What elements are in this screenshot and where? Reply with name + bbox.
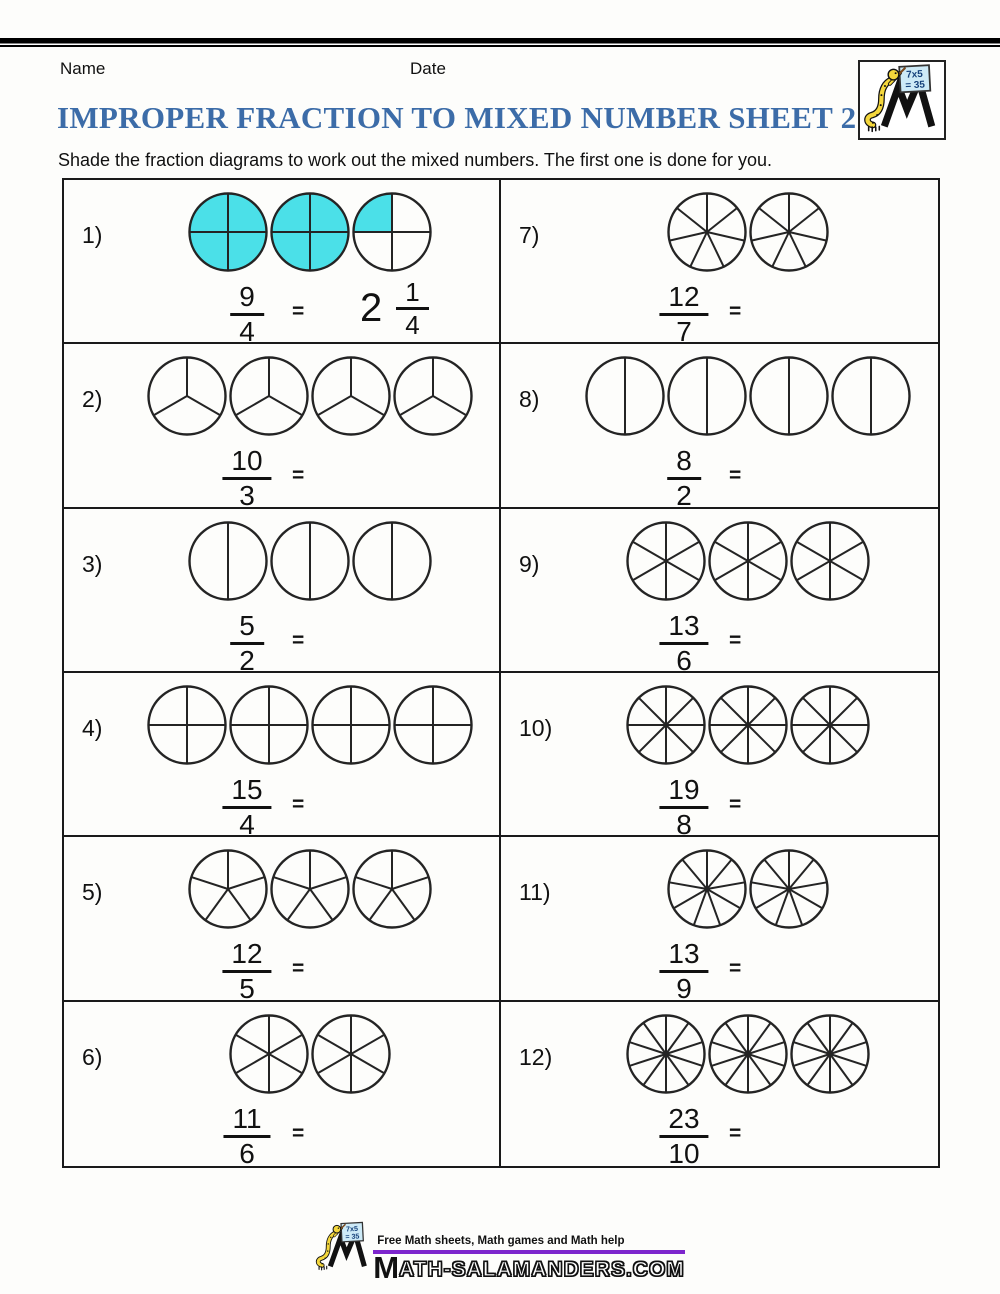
denominator: 4 xyxy=(396,307,428,338)
fraction-equation xyxy=(501,609,938,676)
salamander-mascot-icon xyxy=(863,63,941,138)
equals-sign: = xyxy=(729,628,742,652)
equals-sign: = xyxy=(292,300,305,323)
numerator: 13 xyxy=(668,609,700,641)
equals-sign: = xyxy=(729,464,742,488)
fraction-circle xyxy=(748,355,830,437)
fraction-circle xyxy=(269,848,351,930)
fraction-circles xyxy=(584,355,912,439)
numerator: 19 xyxy=(668,773,700,805)
fraction-circles xyxy=(146,355,474,439)
improper-fraction xyxy=(659,773,708,840)
equals-sign: = xyxy=(729,1121,742,1145)
denominator: 8 xyxy=(659,806,708,839)
fraction-circles xyxy=(666,191,830,275)
fraction-circle xyxy=(351,191,433,273)
denominator: 4 xyxy=(230,313,264,346)
fraction-circle xyxy=(625,684,707,766)
numerator: 13 xyxy=(668,938,700,970)
logo-m-letter: M xyxy=(373,1250,400,1285)
fraction-circle xyxy=(310,355,392,437)
problem-cell xyxy=(501,180,938,347)
equals-sign: = xyxy=(292,464,305,488)
fraction-equation xyxy=(64,445,499,512)
fraction-circle xyxy=(707,684,789,766)
problem-number: 7) xyxy=(519,222,540,248)
fraction-equation xyxy=(64,938,499,1005)
fraction-circle xyxy=(748,848,830,930)
improper-fraction xyxy=(659,609,708,676)
problem-cell xyxy=(501,344,938,512)
equals-sign: = xyxy=(729,792,742,816)
fraction-equation xyxy=(64,1102,499,1169)
footer xyxy=(0,1216,1000,1285)
fraction-circles xyxy=(625,684,871,768)
mixed-number-answer xyxy=(360,279,429,338)
improper-fraction xyxy=(222,447,271,510)
problem-cell xyxy=(501,673,938,840)
problem-number: 3) xyxy=(82,550,103,577)
fraction-circle xyxy=(625,520,707,602)
denominator: 2 xyxy=(230,642,264,675)
svg-text:7x5: 7x5 xyxy=(346,1224,359,1234)
fraction-circle xyxy=(707,520,789,602)
problem-cell xyxy=(64,344,501,512)
equals-sign: = xyxy=(292,792,305,816)
fraction-circle xyxy=(625,1013,707,1095)
numerator: 10 xyxy=(231,445,263,477)
denominator: 5 xyxy=(222,970,271,1003)
numerator: 9 xyxy=(239,281,255,312)
problem-number: 2) xyxy=(82,386,103,413)
improper-fraction xyxy=(659,940,708,1003)
problem-cell xyxy=(64,673,501,840)
problem-cell xyxy=(64,1002,501,1169)
fraction-circle xyxy=(187,520,269,602)
problems-grid xyxy=(62,178,940,1168)
fraction-circles xyxy=(625,1013,871,1097)
problem-cell xyxy=(501,509,938,676)
problem-cell xyxy=(64,509,501,676)
improper-fraction xyxy=(230,283,264,346)
improper-fraction xyxy=(222,940,271,1003)
fraction-circles xyxy=(187,191,433,275)
improper-fraction xyxy=(222,773,271,840)
numerator: 15 xyxy=(231,773,263,805)
whole-number: 2 xyxy=(360,286,383,330)
problem-number: 11) xyxy=(519,879,551,906)
fraction-circle xyxy=(830,355,912,437)
fraction-circle xyxy=(187,848,269,930)
equals-sign: = xyxy=(292,1121,305,1145)
fraction-circle xyxy=(789,684,871,766)
site-logo-badge xyxy=(858,60,946,140)
fraction-circle xyxy=(666,191,748,273)
problem-number: 10) xyxy=(519,714,553,741)
denominator: 6 xyxy=(223,1135,270,1168)
fraction-circle xyxy=(392,684,474,766)
denominator: 3 xyxy=(222,477,271,510)
site-logotype xyxy=(373,1250,685,1285)
fraction-circle xyxy=(187,191,269,273)
denominator: 2 xyxy=(667,477,701,510)
date-label: Date xyxy=(410,59,446,78)
fraction-circle xyxy=(146,355,228,437)
problem-number: 6) xyxy=(82,1043,103,1070)
problem-number: 1) xyxy=(82,222,103,248)
salamander-mascot-icon xyxy=(315,1216,371,1281)
fraction-circle xyxy=(748,191,830,273)
numerator: 12 xyxy=(668,281,700,312)
salamander-easel-icon xyxy=(315,1216,371,1276)
fraction-circle xyxy=(269,520,351,602)
fraction-equation xyxy=(501,1102,938,1169)
numerator: 11 xyxy=(232,1102,262,1134)
problem-number: 9) xyxy=(519,550,540,577)
footer-tagline: Free Math sheets, Math games and Math help xyxy=(373,1235,685,1254)
improper-fraction xyxy=(667,447,701,510)
fraction-circle xyxy=(584,355,666,437)
improper-fraction xyxy=(230,609,264,676)
problem-number: 5) xyxy=(82,879,103,906)
equals-sign: = xyxy=(729,300,742,323)
denominator: 7 xyxy=(659,313,708,346)
improper-fraction xyxy=(223,1102,270,1169)
equals-sign: = xyxy=(729,957,742,981)
denominator: 9 xyxy=(659,970,708,1003)
improper-fraction xyxy=(659,1102,708,1169)
fraction-circle xyxy=(228,684,310,766)
problem-cell xyxy=(501,1002,938,1169)
improper-fraction xyxy=(659,283,708,346)
svg-text:= 35: = 35 xyxy=(345,1232,360,1242)
fraction-circle xyxy=(228,1013,310,1095)
equals-sign: = xyxy=(292,628,305,652)
denominator: 10 xyxy=(659,1135,708,1168)
numerator: 23 xyxy=(668,1102,700,1134)
fraction-circles xyxy=(625,520,871,604)
fraction-circle xyxy=(310,1013,392,1095)
fraction-circles xyxy=(228,1013,392,1097)
top-rule xyxy=(0,38,1000,48)
numerator: 1 xyxy=(405,277,420,307)
instruction-text: Shade the fraction diagrams to work out the mixed numbers. The first one is done for you. xyxy=(58,150,773,170)
fraction-circle xyxy=(789,520,871,602)
site-name-text: ATH-SALAMANDERS.COM xyxy=(399,1258,685,1281)
fraction-circle xyxy=(310,684,392,766)
fraction-circle xyxy=(228,355,310,437)
svg-text:7x5: 7x5 xyxy=(906,68,924,81)
fraction-equation xyxy=(501,938,938,1005)
fraction-circle xyxy=(789,1013,871,1095)
page-title: IMPROPER FRACTION TO MIXED NUMBER SHEET 2 xyxy=(57,100,857,135)
numerator: 12 xyxy=(231,938,263,970)
fraction-circle xyxy=(351,848,433,930)
fraction-circles xyxy=(146,684,474,768)
fraction-circle xyxy=(392,355,474,437)
fraction-equation xyxy=(501,773,938,840)
problem-number: 12) xyxy=(519,1043,553,1070)
fraction-circles xyxy=(187,520,433,604)
problem-number: 4) xyxy=(82,714,103,741)
equals-sign: = xyxy=(292,957,305,981)
problem-cell xyxy=(501,837,938,1005)
fraction-equation xyxy=(501,445,938,512)
fraction-equation xyxy=(64,609,499,676)
numerator: 5 xyxy=(239,609,255,641)
fraction-circle xyxy=(666,355,748,437)
fraction-equation xyxy=(64,277,499,347)
answer-fraction xyxy=(396,279,428,338)
numerator: 8 xyxy=(676,445,692,477)
fraction-circles xyxy=(187,848,433,932)
name-label: Name xyxy=(60,59,106,78)
fraction-circle xyxy=(707,1013,789,1095)
problem-cell xyxy=(64,180,501,347)
fraction-circle xyxy=(666,848,748,930)
denominator: 6 xyxy=(659,642,708,675)
fraction-equation xyxy=(64,773,499,840)
fraction-circles xyxy=(666,848,830,932)
salamander-easel-icon xyxy=(863,63,941,133)
fraction-equation xyxy=(501,281,938,347)
problem-cell xyxy=(64,837,501,1005)
svg-text:= 35: = 35 xyxy=(905,78,926,91)
fraction-circle xyxy=(351,520,433,602)
denominator: 4 xyxy=(222,806,271,839)
problem-number: 8) xyxy=(519,386,540,413)
fraction-circle xyxy=(269,191,351,273)
fraction-circle xyxy=(146,684,228,766)
